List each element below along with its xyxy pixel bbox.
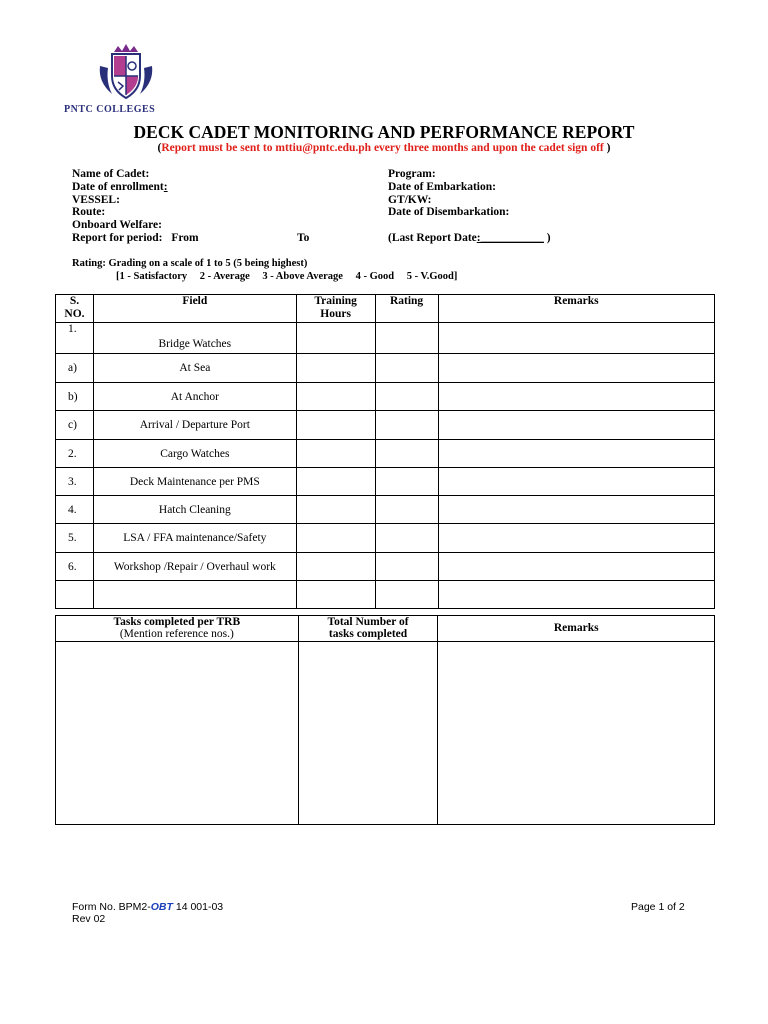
program-label: Program: bbox=[388, 168, 436, 180]
report-period-text: Report for period: bbox=[72, 231, 163, 244]
row-field: Deck Maintenance per PMS bbox=[93, 468, 296, 496]
rating-cell[interactable] bbox=[375, 496, 438, 524]
training-hours-cell[interactable] bbox=[296, 323, 375, 354]
row-sno: 6. bbox=[56, 553, 94, 581]
rating-scale-4: 4 - Good bbox=[355, 270, 395, 282]
rating-cell[interactable] bbox=[375, 581, 438, 609]
name-of-cadet-label: Name of Cadet: bbox=[72, 168, 150, 180]
to-label: To bbox=[297, 231, 310, 244]
tasks-table-body bbox=[56, 642, 715, 825]
rating-scale-5: 5 - V.Good] bbox=[406, 270, 458, 282]
table-row bbox=[56, 553, 715, 581]
remarks-cell[interactable] bbox=[438, 524, 714, 553]
training-hours-cell[interactable] bbox=[296, 354, 375, 383]
row-sno: 3. bbox=[56, 468, 94, 496]
table-row bbox=[56, 496, 715, 524]
row-sno: 5. bbox=[56, 524, 94, 553]
total-tasks-cell[interactable] bbox=[298, 642, 438, 825]
rating-legend bbox=[72, 258, 467, 283]
date-of-embarkation-label: Date of Embarkation: bbox=[388, 180, 496, 193]
gt-kw-label: GT/KW: bbox=[388, 193, 432, 206]
remarks-cell[interactable] bbox=[438, 354, 714, 383]
table-row bbox=[56, 411, 715, 440]
remarks-cell[interactable] bbox=[438, 440, 714, 468]
row-sno: 2. bbox=[56, 440, 94, 468]
rating-description: Rating: Grading on a scale of 1 to 5 (5 being highest) bbox=[72, 258, 308, 269]
performance-table-header bbox=[56, 295, 715, 323]
rating-scale-3: 3 - Above Average bbox=[262, 270, 343, 282]
last-report-date-label: (Last Report Date:___________ ) bbox=[388, 231, 551, 244]
row-field: At Sea bbox=[93, 354, 296, 383]
remarks-cell[interactable] bbox=[438, 323, 714, 354]
subtitle-open-paren: ( bbox=[157, 142, 162, 154]
remarks-cell[interactable] bbox=[438, 411, 714, 440]
revision-number: Rev 02 bbox=[72, 912, 106, 925]
training-hours-cell[interactable] bbox=[296, 383, 375, 411]
header-remarks: Remarks bbox=[438, 616, 715, 642]
header-remarks: Remarks bbox=[438, 295, 714, 323]
row-sno: a) bbox=[56, 354, 94, 383]
row-field: At Anchor bbox=[93, 383, 296, 411]
table-row bbox=[56, 323, 715, 354]
row-sno: c) bbox=[56, 411, 94, 440]
rating-cell[interactable] bbox=[375, 323, 438, 354]
rating-cell[interactable] bbox=[375, 354, 438, 383]
rating-scale-2: 2 - Average bbox=[199, 270, 250, 282]
remarks-cell[interactable] bbox=[438, 581, 714, 609]
table-row bbox=[56, 383, 715, 411]
table-row bbox=[56, 440, 715, 468]
from-label: From bbox=[171, 231, 199, 244]
subtitle-close-paren: ) bbox=[603, 142, 611, 154]
tasks-table bbox=[55, 615, 715, 825]
report-period-label bbox=[72, 231, 310, 245]
row-sno: b) bbox=[56, 383, 94, 411]
college-logo bbox=[96, 42, 156, 102]
rating-cell[interactable] bbox=[375, 524, 438, 553]
remarks-cell[interactable] bbox=[438, 553, 714, 581]
table-row bbox=[56, 524, 715, 553]
onboard-welfare-label: Onboard Welfare: bbox=[72, 219, 162, 232]
page-number: Page 1 of 2 bbox=[631, 901, 685, 913]
training-hours-cell[interactable] bbox=[296, 468, 375, 496]
table-row bbox=[56, 354, 715, 383]
training-hours-cell[interactable] bbox=[296, 411, 375, 440]
header-field: Field bbox=[93, 295, 296, 323]
rating-scale-1: [1 - Satisfactory bbox=[116, 270, 188, 282]
training-hours-cell[interactable] bbox=[296, 553, 375, 581]
report-subtitle bbox=[0, 142, 768, 154]
row-sno bbox=[56, 581, 94, 609]
route-label: Route: bbox=[72, 206, 106, 219]
date-of-enrollment-label: Date of enrollment: bbox=[72, 180, 168, 193]
header-sno: S. NO. bbox=[56, 295, 94, 323]
date-of-disembarkation-label: Date of Disembarkation: bbox=[388, 206, 510, 219]
report-title: DECK CADET MONITORING AND PERFORMANCE REPORT bbox=[133, 122, 635, 142]
row-field: Bridge Watches bbox=[93, 323, 296, 354]
header-rating: Rating bbox=[375, 295, 438, 323]
training-hours-cell[interactable] bbox=[296, 524, 375, 553]
submission-instruction: Report must be sent to mttiu@pntc.edu.ph every three months and upon the cadet sign off bbox=[161, 142, 604, 154]
training-hours-cell[interactable] bbox=[296, 440, 375, 468]
rating-cell[interactable] bbox=[375, 468, 438, 496]
row-field: Hatch Cleaning bbox=[93, 496, 296, 524]
remarks-cell[interactable] bbox=[438, 496, 714, 524]
college-name: PNTC COLLEGES bbox=[64, 104, 156, 115]
training-hours-cell[interactable] bbox=[296, 496, 375, 524]
table-row bbox=[56, 581, 715, 609]
tasks-table-header bbox=[56, 616, 715, 642]
tasks-remarks-cell[interactable] bbox=[438, 642, 715, 825]
cadet-info-left bbox=[72, 168, 310, 245]
remarks-cell[interactable] bbox=[438, 383, 714, 411]
row-sno: 4. bbox=[56, 496, 94, 524]
header-total-tasks: Total Number of tasks completed bbox=[298, 616, 438, 642]
row-field: Cargo Watches bbox=[93, 440, 296, 468]
row-sno: 1. bbox=[56, 323, 94, 354]
header-training-hours: Training Hours bbox=[296, 295, 375, 323]
row-field: Workshop /Repair / Overhaul work bbox=[93, 553, 296, 581]
form-number: Form No. BPM2-OBT 14 001-03 Rev 02 bbox=[72, 901, 224, 925]
training-hours-cell[interactable] bbox=[296, 581, 375, 609]
rating-cell[interactable] bbox=[375, 383, 438, 411]
rating-cell[interactable] bbox=[375, 440, 438, 468]
row-field: Arrival / Departure Port bbox=[93, 411, 296, 440]
remarks-cell[interactable] bbox=[438, 468, 714, 496]
header-tasks-completed: Tasks completed per TRB (Mention reference nos.) bbox=[56, 616, 299, 642]
vessel-label: VESSEL: bbox=[72, 193, 120, 206]
row-field bbox=[93, 581, 296, 609]
row-field: LSA / FFA maintenance/Safety bbox=[93, 524, 296, 553]
rating-cell[interactable] bbox=[375, 411, 438, 440]
rating-cell[interactable] bbox=[375, 553, 438, 581]
tasks-completed-cell[interactable] bbox=[56, 642, 299, 825]
rating-scale bbox=[72, 271, 467, 284]
cadet-info-right bbox=[388, 168, 551, 245]
performance-table bbox=[55, 294, 715, 609]
table-row bbox=[56, 468, 715, 496]
